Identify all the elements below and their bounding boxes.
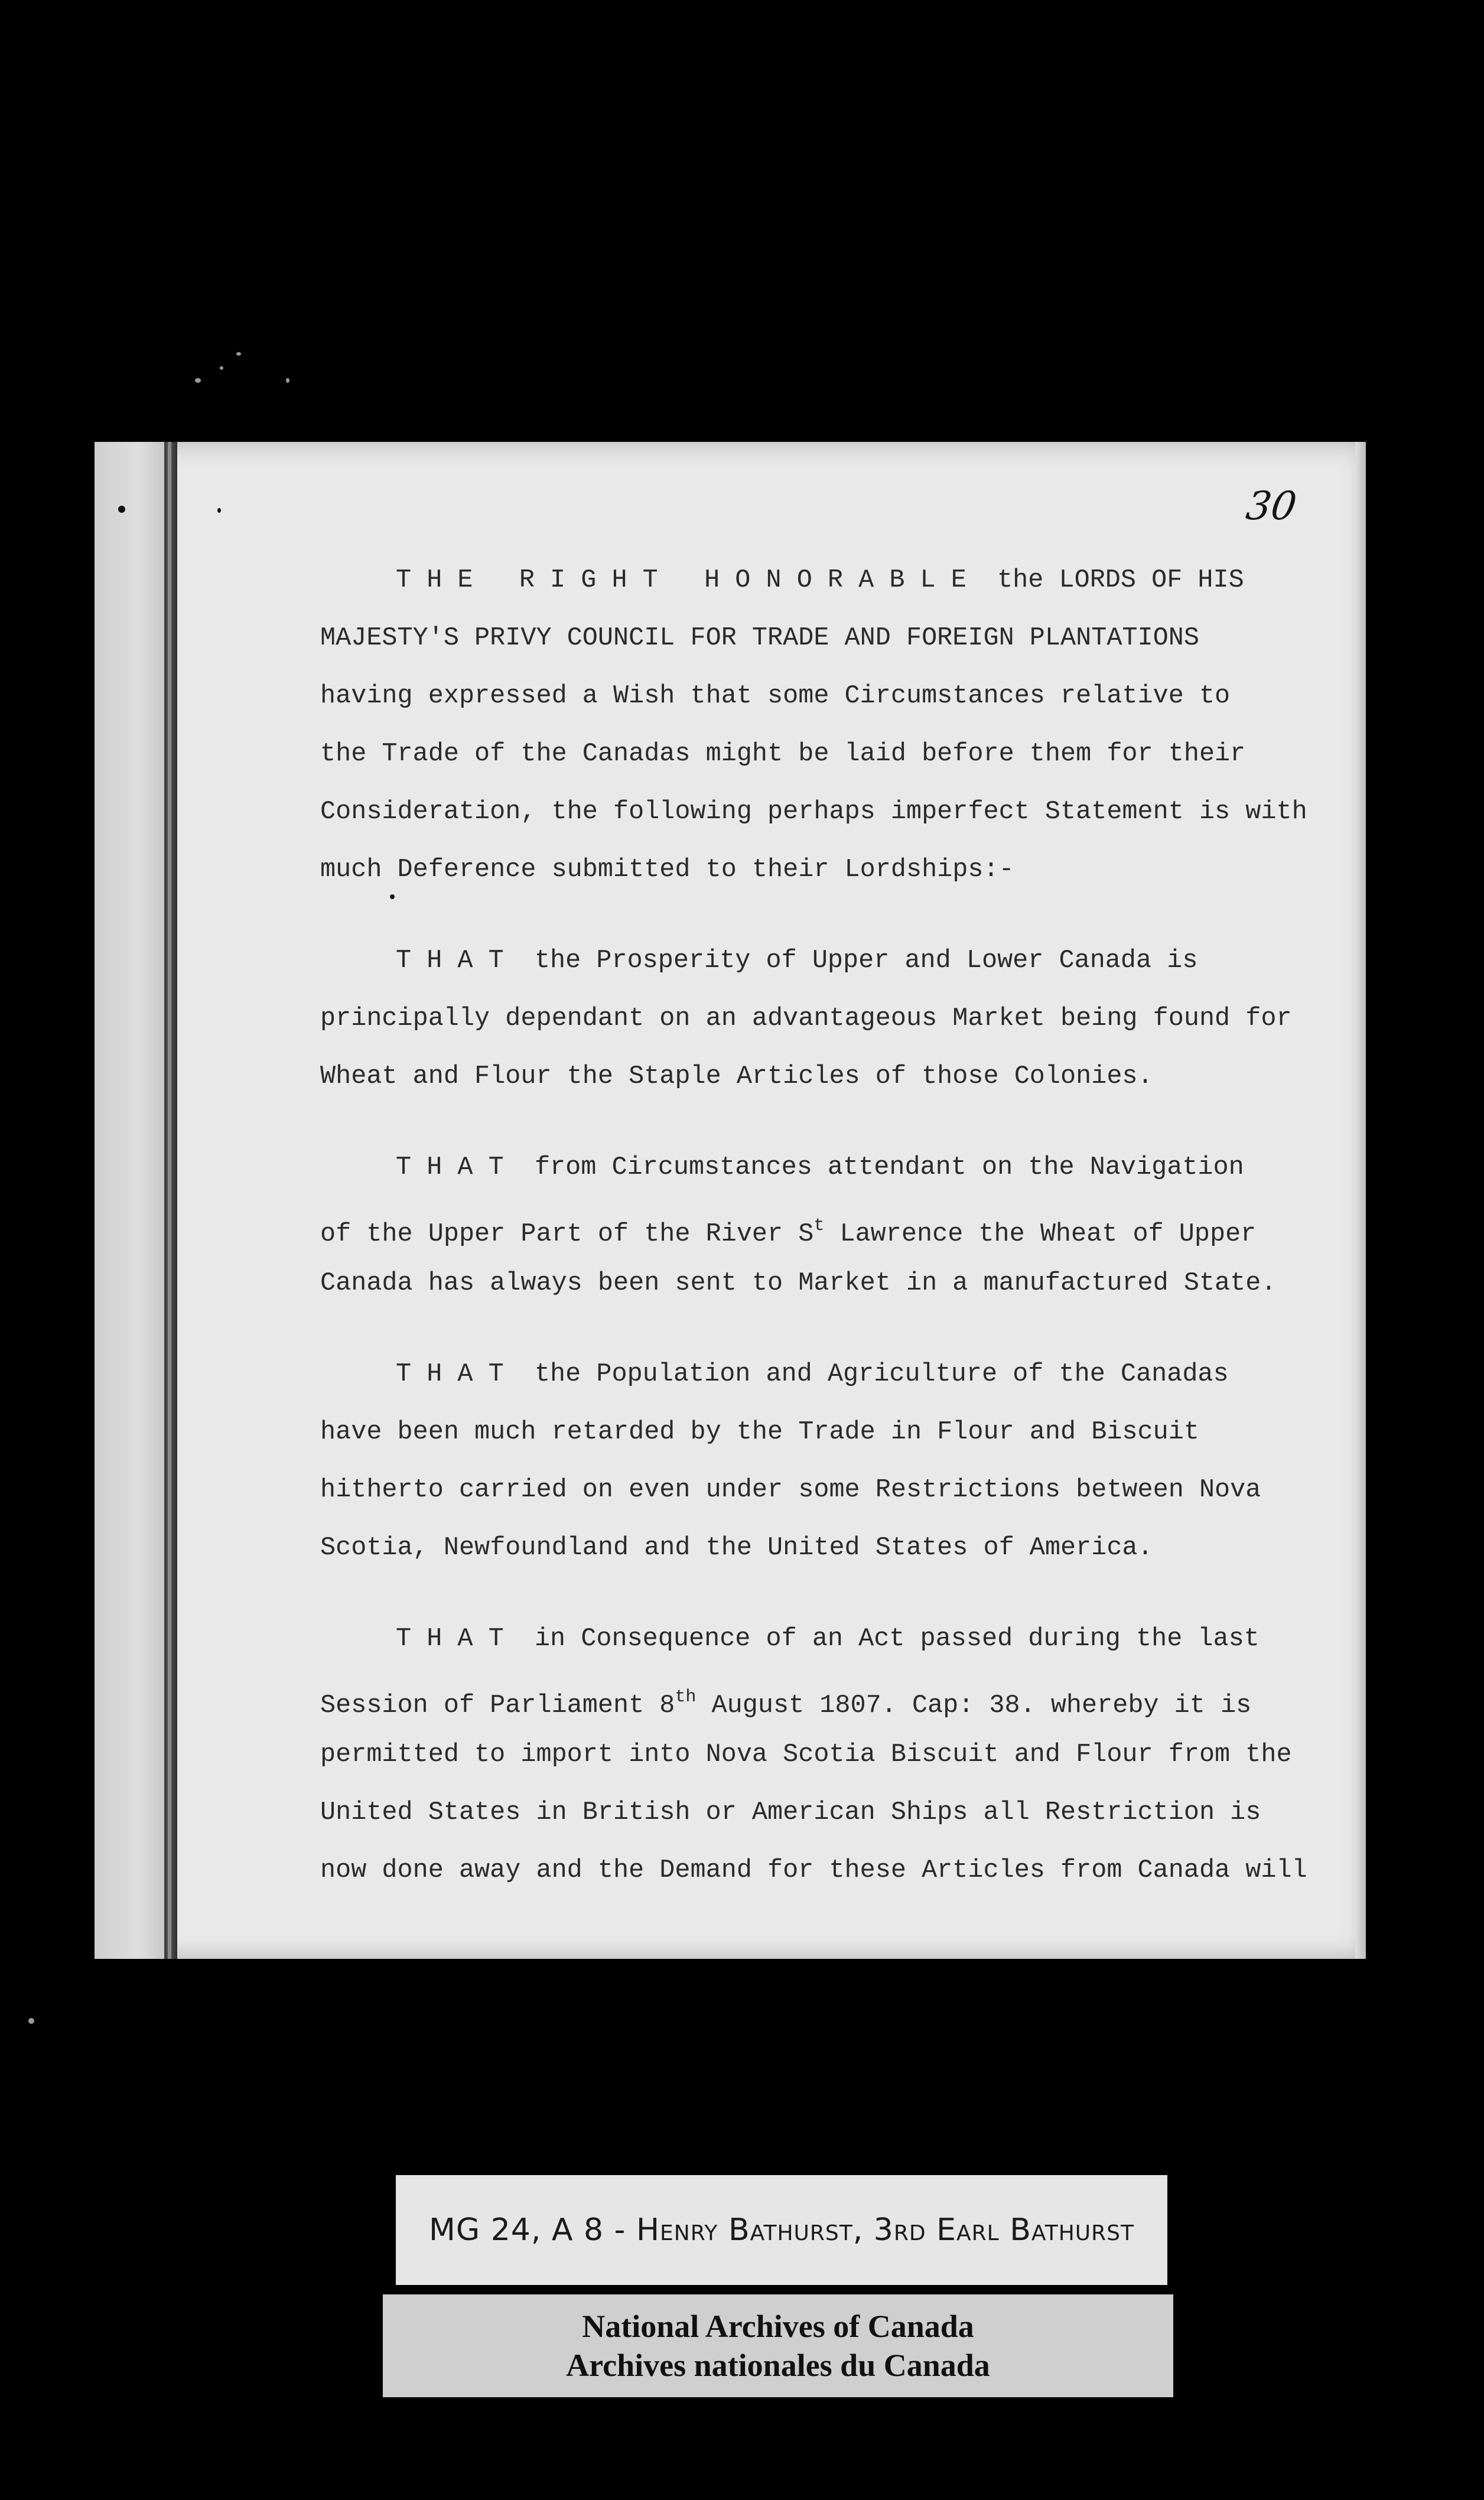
reference-label: MG 24, A 8 - Henry Bathurst, 3rd Earl Bathurst [396, 2175, 1167, 2285]
line-text: Consideration, the following perhaps imperfect Statement is with [320, 797, 1307, 826]
page-edge-strip [95, 442, 168, 1959]
text-line [320, 1610, 1336, 1668]
superscript: t [813, 1216, 825, 1236]
line-text: in Consequence of an Act passed during the last [503, 1625, 1260, 1653]
line-text: hitherto carried on even under some Restrictions between Nova [320, 1476, 1261, 1505]
spaced-lead-word: T H A T [396, 946, 504, 975]
line-text: the Prosperity of Upper and Lower Canada is [503, 946, 1198, 975]
text-line [320, 610, 1336, 668]
line-text-continued: August 1807. Cap: 38. whereby it is [696, 1691, 1252, 1720]
line-text: United States in British or American Ships all Restriction is [320, 1798, 1261, 1827]
line-text: from Circumstances attendant on the Navigation [503, 1153, 1244, 1182]
line-text: Scotia, Newfoundland and the United States of America. [320, 1534, 1153, 1562]
spaced-lead-word: T H A T [396, 1625, 504, 1653]
archive-label-line-fr: Archives nationales du Canada [566, 2348, 990, 2383]
scan-speck [220, 366, 223, 370]
page-number: 30 [1243, 483, 1300, 529]
text-line [320, 552, 1336, 610]
line-text: have been much retarded by the Trade in Flour and Biscuit [320, 1418, 1199, 1447]
binding-highlight [168, 442, 171, 1959]
line-text: principally dependant on an advantageous Market being found for [320, 1004, 1292, 1033]
text-line [320, 1346, 1336, 1404]
text-line [320, 668, 1336, 725]
scan-speck [236, 352, 241, 356]
line-text: the Population and Agriculture of the Canadas [503, 1360, 1229, 1389]
typed-statement [320, 552, 1336, 1900]
line-text: the Trade of the Canadas might be laid before them for their [320, 740, 1246, 769]
archive-label [383, 2294, 1173, 2397]
page-fold [1355, 442, 1366, 1959]
document-page [95, 442, 1366, 1959]
text-line [320, 841, 1336, 899]
text-line [320, 1668, 1336, 1726]
scan-speck [195, 378, 201, 383]
line-text: Wheat and Flour the Staple Articles of those Colonies. [320, 1062, 1153, 1091]
line-text: permitted to import into Nova Scotia Biscuit and Flour from the [320, 1740, 1292, 1769]
spaced-lead-word: T H A T [396, 1153, 504, 1182]
line-text: Canada has always been sent to Market in a manufactured State. [320, 1269, 1277, 1298]
text-line [320, 1842, 1336, 1900]
text-line [320, 1048, 1336, 1106]
margin-dot [118, 506, 125, 513]
text-line [320, 1519, 1336, 1577]
paragraph [320, 1610, 1336, 1900]
scan-speck [286, 378, 289, 383]
text-line [320, 1726, 1336, 1784]
paragraph [320, 1139, 1336, 1313]
paragraph [320, 1346, 1336, 1577]
margin-dot [217, 508, 221, 513]
text-line [320, 1197, 1336, 1255]
archive-label-line-en: National Archives of Canada [582, 2309, 974, 2344]
text-line [320, 725, 1336, 783]
spaced-lead-word: T H A T [396, 1360, 504, 1389]
line-text-continued: Lawrence the Wheat of Upper [824, 1220, 1257, 1249]
text-line [320, 990, 1336, 1048]
line-text: MAJESTY'S PRIVY COUNCIL FOR TRADE AND FOREIGN PLANTATIONS [320, 624, 1199, 653]
line-text: of the Upper Part of the River S [320, 1220, 814, 1249]
text-line [320, 783, 1336, 841]
text-line [320, 1784, 1336, 1842]
line-text: Session of Parliament 8 [320, 1691, 675, 1720]
line-text: the LORDS OF HIS [966, 566, 1244, 595]
text-line [320, 1255, 1336, 1313]
paragraph [320, 932, 1336, 1106]
superscript: th [675, 1687, 697, 1707]
text-line [320, 1139, 1336, 1197]
text-line [320, 1461, 1336, 1519]
paragraph [320, 552, 1336, 899]
spaced-lead-word: T H E R I G H T H O N O R A B L E [396, 566, 966, 595]
line-text: now done away and the Demand for these Articles from Canada will [320, 1856, 1307, 1885]
text-line [320, 932, 1336, 990]
line-text: much Deference submitted to their Lordships:- [320, 855, 1014, 884]
text-line [320, 1404, 1336, 1461]
line-text: having expressed a Wish that some Circumstances relative to [320, 682, 1231, 711]
scan-speck [28, 2018, 34, 2024]
